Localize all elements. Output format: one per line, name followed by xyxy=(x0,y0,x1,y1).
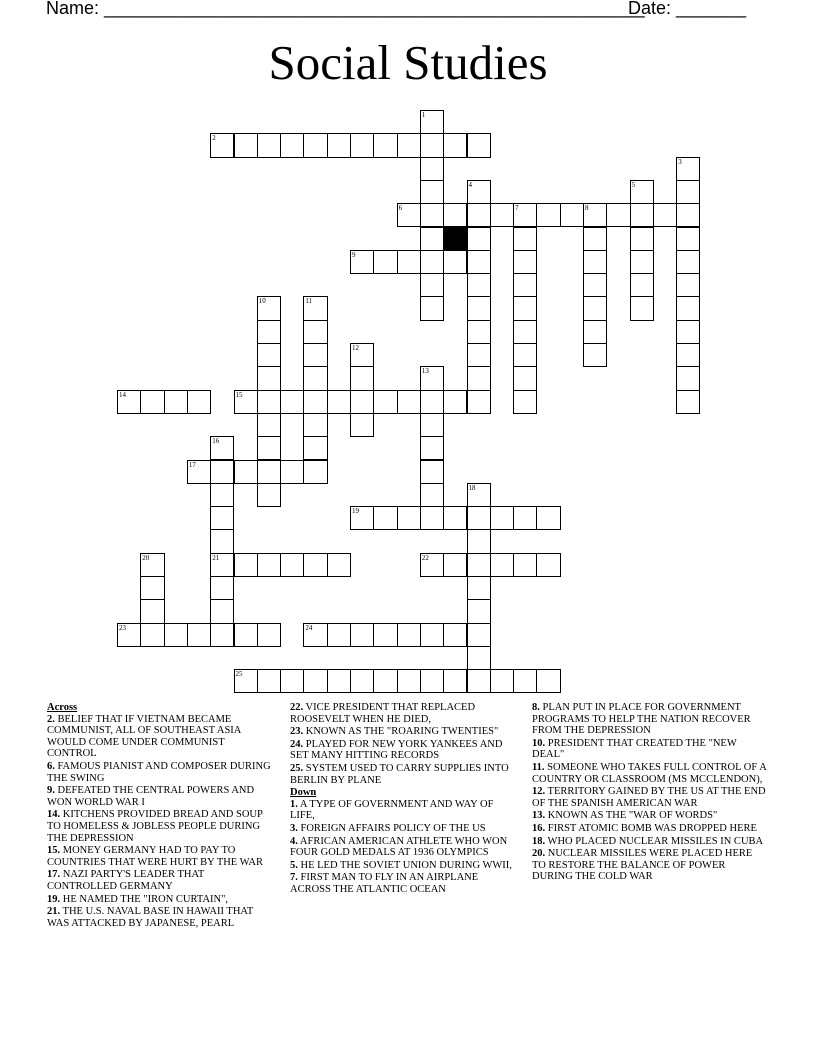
grid-cell[interactable] xyxy=(420,483,444,507)
grid-cell[interactable] xyxy=(467,273,491,297)
grid-cell[interactable] xyxy=(373,133,397,157)
grid-cell[interactable] xyxy=(630,180,654,204)
grid-cell[interactable] xyxy=(327,669,351,693)
grid-cell[interactable] xyxy=(467,576,491,600)
grid-cell[interactable] xyxy=(327,553,351,577)
grid-cell[interactable] xyxy=(467,646,491,670)
down-clue xyxy=(290,872,512,895)
clues-column-3 xyxy=(532,702,768,884)
grid-cell[interactable] xyxy=(467,343,491,367)
grid-cell[interactable] xyxy=(536,553,560,577)
clue-number: 23 xyxy=(119,623,126,632)
clue-text: A TYPE OF GOVERNMENT AND WAY OF LIFE, xyxy=(290,798,494,822)
grid-cell[interactable] xyxy=(583,273,607,297)
grid-cell[interactable] xyxy=(257,483,281,507)
grid-cell[interactable] xyxy=(350,506,374,530)
clue-text: TERRITORY GAINED BY THE US AT THE END OF THE SPANISH AMERICAN WAR xyxy=(532,786,766,809)
grid-cell[interactable] xyxy=(676,227,700,251)
down-clue xyxy=(290,860,512,872)
grid-cell[interactable] xyxy=(350,413,374,437)
grid-cell[interactable] xyxy=(536,506,560,530)
grid-cell[interactable] xyxy=(420,436,444,460)
grid-cell[interactable] xyxy=(210,529,234,553)
across-clue xyxy=(47,714,272,760)
across-clue xyxy=(47,906,272,929)
clue-number: 4 xyxy=(468,180,472,189)
grid-cell[interactable] xyxy=(303,669,327,693)
grid-cell[interactable] xyxy=(467,133,491,157)
grid-cell[interactable] xyxy=(373,506,397,530)
clue-number: 24. xyxy=(290,738,304,750)
grid-cell[interactable] xyxy=(513,366,537,390)
grid-cell[interactable] xyxy=(397,669,421,693)
grid-cell[interactable] xyxy=(490,669,514,693)
clue-number: 11. xyxy=(532,761,545,773)
clue-number: 21 xyxy=(212,553,220,562)
clue-text: PLAN PUT IN PLACE FOR GOVERNMENT PROGRAMS TO HELP THE NATION RECOVER FROM THE DEPRESSION xyxy=(532,702,751,737)
grid-cell[interactable] xyxy=(257,390,281,414)
grid-cell[interactable] xyxy=(140,599,164,623)
clue-number: 17 xyxy=(188,460,196,469)
grid-cell[interactable] xyxy=(467,669,491,693)
grid-cell[interactable] xyxy=(420,273,444,297)
grid-cell[interactable] xyxy=(420,157,444,181)
grid-cell[interactable] xyxy=(327,390,351,414)
across-clue xyxy=(47,785,272,808)
down-clue xyxy=(532,836,768,848)
clue-number: 13. xyxy=(532,810,546,822)
clue-number: 7. xyxy=(290,872,298,884)
grid-cell[interactable] xyxy=(257,553,281,577)
grid-cell[interactable] xyxy=(676,343,700,367)
clue-text: MONEY GERMANY HAD TO PAY TO COUNTRIES THAT WERE HURT BY THE WAR xyxy=(47,845,263,868)
clue-number: 21. xyxy=(47,906,61,918)
clue-text: THE U.S. NAVAL BASE IN HAWAII THAT WAS ATTACKED BY JAPANESE, PEARL xyxy=(47,906,254,929)
across-heading: Across xyxy=(47,702,78,713)
across-clue xyxy=(47,845,272,868)
grid-cell[interactable] xyxy=(467,203,491,227)
clue-number: 19 xyxy=(352,507,359,516)
grid-cell[interactable] xyxy=(630,273,654,297)
clues-column-1 xyxy=(47,702,272,930)
grid-cell[interactable] xyxy=(630,296,654,320)
clue-number: 25. xyxy=(290,762,304,774)
clue-text: WHO PLACED NUCLEAR MISSILES IN CUBA xyxy=(545,835,764,847)
grid-cell[interactable] xyxy=(210,576,234,600)
grid-cell[interactable] xyxy=(257,413,281,437)
grid-cell[interactable] xyxy=(606,203,630,227)
grid-cell[interactable] xyxy=(327,133,351,157)
grid-cell[interactable] xyxy=(420,553,444,577)
grid-cell[interactable] xyxy=(280,390,304,414)
grid-cell[interactable] xyxy=(676,296,700,320)
grid-cell[interactable] xyxy=(676,250,700,274)
grid-cell[interactable] xyxy=(630,250,654,274)
grid-cell[interactable] xyxy=(467,599,491,623)
grid-cell[interactable] xyxy=(303,343,327,367)
grid-cell[interactable] xyxy=(467,180,491,204)
grid-cell[interactable] xyxy=(234,390,258,414)
grid-cell[interactable] xyxy=(467,553,491,577)
grid-cell[interactable] xyxy=(583,250,607,274)
grid-cell[interactable] xyxy=(513,553,537,577)
clue-text: HE NAMED THE "IRON CURTAIN", xyxy=(60,893,229,905)
grid-cell[interactable] xyxy=(490,203,514,227)
grid-cell[interactable] xyxy=(350,133,374,157)
page-title: Social Studies xyxy=(268,35,548,90)
clue-number: 8 xyxy=(585,204,589,213)
grid-cell[interactable] xyxy=(513,296,537,320)
clue-number: 3 xyxy=(678,157,682,166)
clue-number: 17. xyxy=(47,869,61,881)
down-clue xyxy=(532,848,768,883)
clue-number: 19. xyxy=(47,893,61,905)
grid-cell[interactable] xyxy=(257,320,281,344)
grid-cell[interactable] xyxy=(210,599,234,623)
grid-cell[interactable] xyxy=(164,623,188,647)
grid-cell[interactable] xyxy=(303,623,327,647)
down-clue xyxy=(532,762,768,785)
grid-cell[interactable] xyxy=(513,227,537,251)
grid-cell[interactable] xyxy=(187,390,211,414)
across-clue xyxy=(47,869,272,892)
grid-cell[interactable] xyxy=(467,506,491,530)
grid-cell[interactable] xyxy=(443,203,467,227)
grid-cell[interactable] xyxy=(373,250,397,274)
grid-cell[interactable] xyxy=(513,320,537,344)
date-field-line[interactable]: Date: _______ xyxy=(628,0,747,18)
grid-cell[interactable] xyxy=(303,320,327,344)
clue-number: 9. xyxy=(47,785,55,797)
grid-cell[interactable] xyxy=(420,623,444,647)
clue-number: 11 xyxy=(305,297,313,306)
grid-cell[interactable] xyxy=(676,366,700,390)
grid-cell[interactable] xyxy=(467,623,491,647)
grid-cell[interactable] xyxy=(513,343,537,367)
clue-text: PRESIDENT THAT CREATED THE "NEW DEAL" xyxy=(532,737,737,761)
grid-cell[interactable] xyxy=(653,203,677,227)
clue-number: 1. xyxy=(290,798,298,810)
clue-text: BELIEF THAT IF VIETNAM BECAME COMMUNIST, ALL OF SOUTHEAST ASIA WOULD COME UNDER COMMUNIST CONTROL xyxy=(47,713,241,760)
grid-cell[interactable] xyxy=(420,296,444,320)
clue-number: 5 xyxy=(631,180,636,189)
grid-cell[interactable] xyxy=(443,250,467,274)
grid-cell[interactable] xyxy=(467,483,491,507)
grid-cell[interactable] xyxy=(420,227,444,251)
grid-cell[interactable] xyxy=(467,390,491,414)
grid-cell[interactable] xyxy=(280,460,304,484)
grid-cell[interactable] xyxy=(257,436,281,460)
grid-cell[interactable] xyxy=(257,366,281,390)
grid-cell[interactable] xyxy=(117,390,141,414)
clue-text: KITCHENS PROVIDED BREAD AND SOUP TO HOMELESS & JOBLESS PEOPLE DURING THE DEPRESSION xyxy=(47,809,263,844)
grid-cell[interactable] xyxy=(397,250,421,274)
grid-cell[interactable] xyxy=(234,133,258,157)
clue-number: 24 xyxy=(305,623,313,632)
grid-cell[interactable] xyxy=(373,623,397,647)
clue-number: 14. xyxy=(47,809,61,821)
grid-cell[interactable] xyxy=(513,390,537,414)
clue-text: SOMEONE WHO TAKES FULL CONTROL OF A COUNTRY OR CLASSROOM (MS MCCLENDON), xyxy=(532,761,767,785)
clue-text: HE LED THE SOVIET UNION DURING WWII, xyxy=(297,859,512,871)
clue-number: 2 xyxy=(212,134,216,143)
clue-number: 15. xyxy=(47,845,61,857)
across-clue xyxy=(290,702,512,725)
grid-cell[interactable] xyxy=(583,343,607,367)
grid-cell[interactable] xyxy=(630,227,654,251)
grid-cell[interactable] xyxy=(303,553,327,577)
grid-cell[interactable] xyxy=(140,553,164,577)
clue-text: NAZI PARTY'S LEADER THAT CONTROLLED GERMANY xyxy=(47,869,205,892)
down-clue xyxy=(290,823,512,835)
name-field-line[interactable]: Name: ______________________________________________________ xyxy=(46,0,645,18)
down-clue xyxy=(532,738,768,761)
grid-cell[interactable] xyxy=(420,203,444,227)
clue-number: 10. xyxy=(532,737,546,749)
clue-number: 12 xyxy=(352,344,359,352)
grid-cell[interactable] xyxy=(350,669,374,693)
grid-cell[interactable] xyxy=(420,110,444,134)
clue-number: 8. xyxy=(532,702,540,713)
down-clue xyxy=(290,799,512,822)
grid-cell[interactable] xyxy=(303,413,327,437)
clue-number: 18 xyxy=(468,483,476,492)
grid-cell[interactable] xyxy=(420,250,444,274)
grid-cell[interactable] xyxy=(140,623,164,647)
grid-cell[interactable] xyxy=(630,203,654,227)
down-heading: Down xyxy=(290,787,317,799)
grid-cell[interactable] xyxy=(420,180,444,204)
grid-cell[interactable] xyxy=(234,553,258,577)
clue-number: 16. xyxy=(532,822,546,834)
grid-cell[interactable] xyxy=(257,669,281,693)
grid-cell[interactable] xyxy=(676,180,700,204)
grid-cell[interactable] xyxy=(164,390,188,414)
clue-number: 1 xyxy=(421,111,426,119)
clue-number: 22. xyxy=(290,702,304,713)
grid-cell[interactable] xyxy=(443,133,467,157)
clue-number: 10 xyxy=(258,297,266,306)
across-clue xyxy=(290,739,512,762)
grid-cell[interactable] xyxy=(420,506,444,530)
clue-number: 20. xyxy=(532,848,546,860)
grid-cell[interactable] xyxy=(140,576,164,600)
clue-text: KNOWN AS THE "WAR OF WORDS" xyxy=(545,810,718,822)
grid-cell[interactable] xyxy=(210,483,234,507)
grid-cell[interactable] xyxy=(350,250,374,274)
grid-cell[interactable] xyxy=(373,390,397,414)
grid-cell[interactable] xyxy=(257,296,281,320)
grid-cell[interactable] xyxy=(210,436,234,460)
grid-cell[interactable] xyxy=(420,669,444,693)
clue-number: 6. xyxy=(47,760,55,772)
across-clue xyxy=(47,761,272,784)
grid-cell[interactable] xyxy=(234,623,258,647)
grid-cell[interactable] xyxy=(210,623,234,647)
across-clue xyxy=(290,763,512,786)
grid-cell[interactable] xyxy=(583,203,607,227)
grid-cell[interactable] xyxy=(210,553,234,577)
grid-cell[interactable] xyxy=(257,623,281,647)
grid-cell[interactable] xyxy=(373,669,397,693)
grid-cell[interactable] xyxy=(420,390,444,414)
clue-number: 15 xyxy=(235,390,243,399)
grid-cell[interactable] xyxy=(210,506,234,530)
grid-cell[interactable] xyxy=(467,529,491,553)
clue-number: 23. xyxy=(290,726,304,738)
grid-cell[interactable] xyxy=(303,460,327,484)
clue-text: FAMOUS PIANIST AND COMPOSER DURING THE SWING xyxy=(47,760,271,784)
grid-cell[interactable] xyxy=(513,273,537,297)
grid-cell[interactable] xyxy=(443,669,467,693)
grid-cell[interactable] xyxy=(513,250,537,274)
grid-cell[interactable] xyxy=(257,133,281,157)
grid-cell[interactable] xyxy=(676,320,700,344)
down-clue xyxy=(532,810,768,822)
clue-text: VICE PRESIDENT THAT REPLACED ROOSEVELT WHEN HE DIED, xyxy=(290,702,476,725)
grid-cell[interactable] xyxy=(350,623,374,647)
grid-cell[interactable] xyxy=(467,320,491,344)
down-clue xyxy=(532,823,768,835)
clue-number: 12. xyxy=(532,786,546,798)
grid-cell[interactable] xyxy=(397,133,421,157)
grid-cell[interactable] xyxy=(513,506,537,530)
clue-number: 4. xyxy=(290,835,298,847)
grid-cell[interactable] xyxy=(583,296,607,320)
clue-text: AFRICAN AMERICAN ATHLETE WHO WON FOUR GOLD MEDALS AT 1936 OLYMPICS xyxy=(290,835,508,859)
clues-column-2 xyxy=(290,702,512,897)
grid-cell[interactable] xyxy=(234,669,258,693)
grid-cell[interactable] xyxy=(280,553,304,577)
clue-number: 3. xyxy=(290,822,298,834)
grid-cell[interactable] xyxy=(420,133,444,157)
clue-text: PLAYED FOR NEW YORK YANKEES AND SET MANY HITTING RECORDS xyxy=(290,738,503,762)
grid-cell[interactable] xyxy=(513,669,537,693)
grid-cell[interactable] xyxy=(467,366,491,390)
grid-cell[interactable] xyxy=(280,669,304,693)
clue-text: FIRST MAN TO FLY IN AN AIRPLANE ACROSS THE ATLANTIC OCEAN xyxy=(290,872,479,895)
grid-cell[interactable] xyxy=(676,390,700,414)
clue-number: 13 xyxy=(421,367,429,376)
grid-cell[interactable] xyxy=(583,320,607,344)
clue-number: 5. xyxy=(290,859,298,871)
grid-cell[interactable] xyxy=(420,460,444,484)
grid-cell[interactable] xyxy=(397,390,421,414)
grid-cell[interactable] xyxy=(257,343,281,367)
across-clue xyxy=(290,726,512,738)
grid-cell[interactable] xyxy=(397,623,421,647)
grid-cell[interactable] xyxy=(397,506,421,530)
clue-number: 7 xyxy=(515,204,519,213)
grid-cell[interactable] xyxy=(420,413,444,437)
clue-number: 6 xyxy=(398,204,403,213)
grid-cell[interactable] xyxy=(280,133,304,157)
grid-cell[interactable] xyxy=(303,133,327,157)
down-clue xyxy=(290,836,512,859)
clue-number: 16 xyxy=(212,437,220,446)
grid-cell[interactable] xyxy=(443,506,467,530)
grid-cell[interactable] xyxy=(187,460,211,484)
clue-number: 25 xyxy=(235,670,243,679)
grid-cell[interactable] xyxy=(350,366,374,390)
grid-cell[interactable] xyxy=(536,669,560,693)
across-clue xyxy=(47,894,272,906)
grid-cell[interactable] xyxy=(443,390,467,414)
grid-cell[interactable] xyxy=(210,133,234,157)
grid-cell[interactable] xyxy=(397,203,421,227)
black-cell xyxy=(443,227,467,251)
grid-cell[interactable] xyxy=(350,343,374,367)
grid-cell[interactable] xyxy=(303,366,327,390)
grid-cell[interactable] xyxy=(350,390,374,414)
grid-cell[interactable] xyxy=(420,366,444,390)
clue-number: 22 xyxy=(421,553,429,562)
grid-cell[interactable] xyxy=(490,553,514,577)
grid-cell[interactable] xyxy=(210,460,234,484)
grid-cell[interactable] xyxy=(676,273,700,297)
clue-text: FOREIGN AFFAIRS POLICY OF THE US xyxy=(297,822,486,834)
grid-cell[interactable] xyxy=(117,623,141,647)
grid-cell[interactable] xyxy=(303,436,327,460)
grid-cell[interactable] xyxy=(327,623,351,647)
grid-cell[interactable] xyxy=(676,157,700,181)
clue-number: 20 xyxy=(142,553,150,562)
clue-text: NUCLEAR MISSILES WERE PLACED HERE TO RESTORE THE BALANCE OF POWER DURING THE COLD WAR xyxy=(532,848,753,883)
grid-cell[interactable] xyxy=(140,390,164,414)
across-clue xyxy=(47,809,272,844)
clue-number: 14 xyxy=(119,390,126,399)
grid-cell[interactable] xyxy=(257,460,281,484)
clue-text: KNOWN AS THE "ROARING TWENTIES" xyxy=(303,726,499,738)
clue-number: 18. xyxy=(532,835,546,847)
grid-cell[interactable] xyxy=(583,227,607,251)
clue-number: 9 xyxy=(352,250,356,259)
grid-cell[interactable] xyxy=(560,203,584,227)
grid-cell[interactable] xyxy=(467,250,491,274)
grid-cell[interactable] xyxy=(443,553,467,577)
grid-cell[interactable] xyxy=(467,227,491,251)
grid-cell[interactable] xyxy=(187,623,211,647)
down-clue xyxy=(532,702,768,737)
grid-cell[interactable] xyxy=(443,623,467,647)
grid-cell[interactable] xyxy=(536,203,560,227)
grid-cell[interactable] xyxy=(513,203,537,227)
clue-text: SYSTEM USED TO CARRY SUPPLIES INTO BERLIN BY PLANE xyxy=(290,762,509,786)
clue-number: 2. xyxy=(47,713,55,725)
down-clue xyxy=(532,786,768,809)
clue-text: FIRST ATOMIC BOMB WAS DROPPED HERE xyxy=(545,822,757,834)
grid-cell[interactable] xyxy=(490,506,514,530)
clue-text: DEFEATED THE CENTRAL POWERS AND WON WORLD WAR I xyxy=(47,785,255,808)
grid-cell[interactable] xyxy=(303,296,327,320)
grid-cell[interactable] xyxy=(234,460,258,484)
grid-cell[interactable] xyxy=(303,390,327,414)
grid-cell[interactable] xyxy=(467,296,491,320)
grid-cell[interactable] xyxy=(676,203,700,227)
